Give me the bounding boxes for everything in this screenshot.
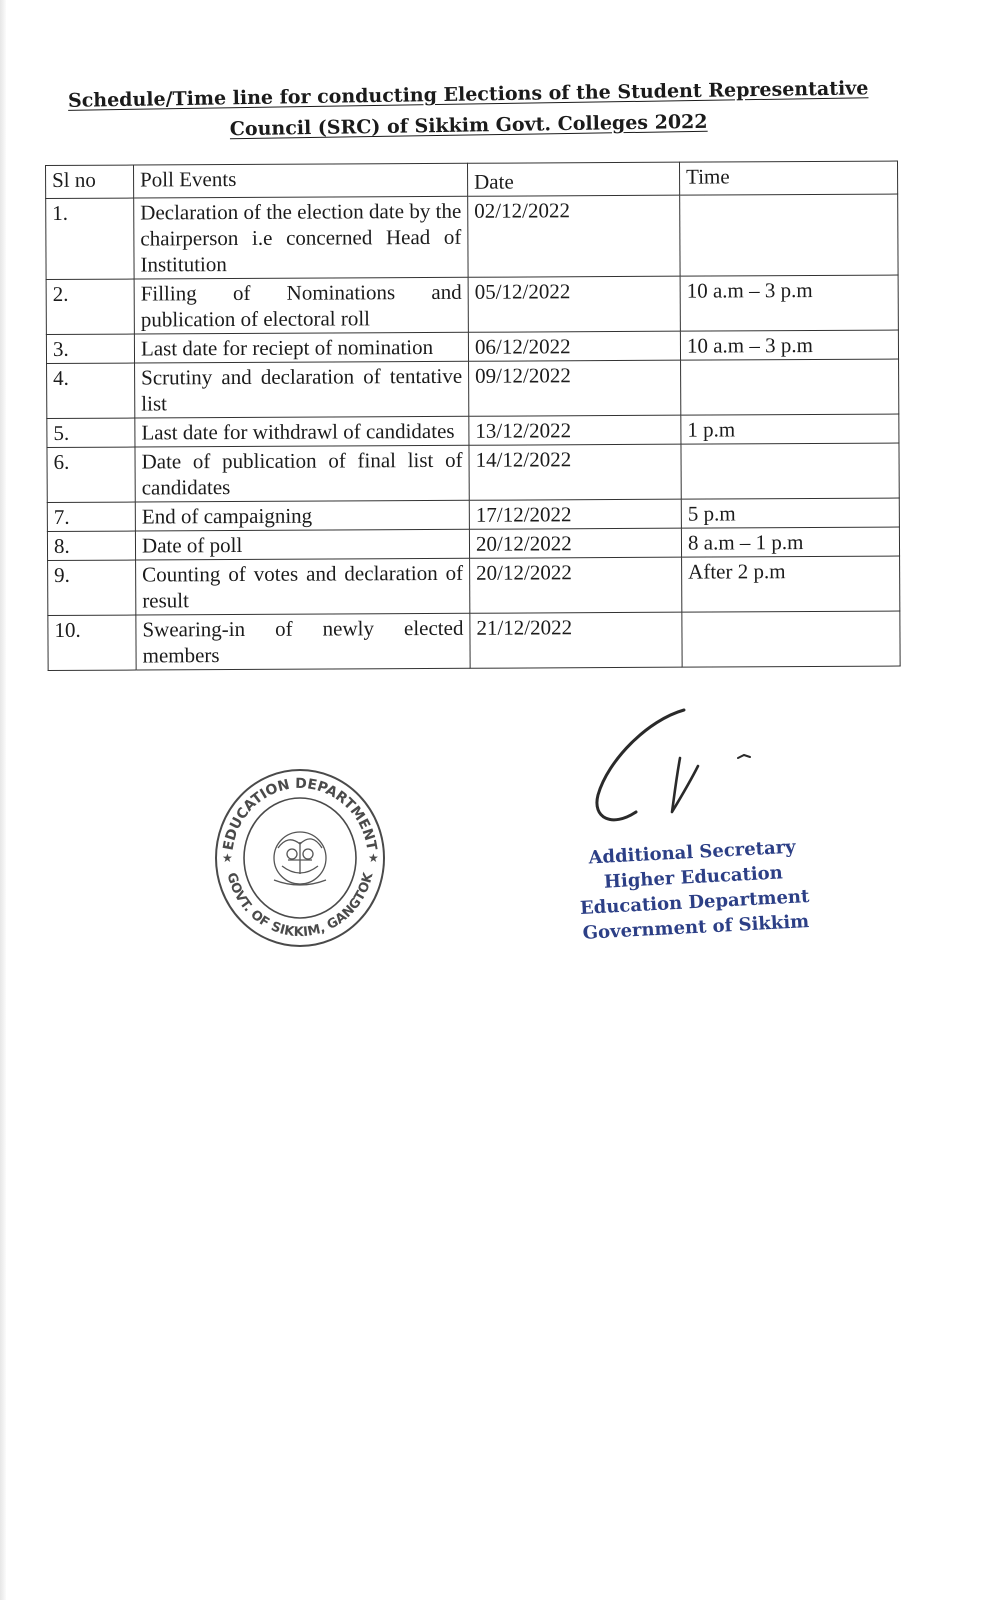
cell-date: 21/12/2022 [470, 612, 682, 668]
cell-sl: 2. [46, 279, 134, 334]
cell-event: Scrutiny and declaration of tentative list [135, 361, 469, 418]
svg-text:EDUCATION DEPARTMENT [221, 776, 380, 852]
header-poll-events: Poll Events [134, 163, 468, 198]
cell-sl: 4. [47, 363, 135, 418]
cell-time [680, 194, 898, 276]
svg-text:GOVT. OF SIKKIM, GANGTOK [224, 870, 377, 940]
table-row [48, 556, 900, 615]
table-row [47, 527, 899, 560]
cell-sl: 8. [47, 531, 135, 560]
cell-sl: 1. [46, 198, 134, 279]
cell-date: 14/12/2022 [469, 444, 681, 500]
cell-time [681, 443, 899, 499]
cell-time: 1 p.m [681, 414, 899, 444]
official-seal-stamp [212, 762, 388, 952]
signatory-government: Government of Sikkim [582, 911, 810, 944]
cell-date: 20/12/2022 [469, 528, 681, 558]
cell-time [682, 611, 900, 667]
header-time: Time [679, 161, 897, 195]
title-line-1: Schedule/Time line for conducting Elections of the Student Representative [67, 77, 869, 112]
cell-event: Counting of votes and declaration of result [136, 558, 470, 615]
header-sl-no: Sl no [46, 165, 134, 198]
table-row [46, 330, 898, 363]
stamp-bottom-text: GOVT. OF SIKKIM, GANGTOK [223, 871, 377, 941]
cell-date: 17/12/2022 [469, 499, 681, 529]
cell-time: After 2 p.m [682, 556, 900, 612]
cell-sl: 9. [48, 560, 136, 615]
table-row [46, 194, 898, 279]
cell-event: Date of poll [135, 529, 469, 560]
signatory-department: Education Department [579, 885, 810, 919]
signature-icon [588, 700, 778, 840]
stamp-top-text: EDUCATION DEPARTMENT [220, 775, 380, 852]
table-row [47, 359, 899, 418]
cell-event: Swearing-in of newly elected members [136, 613, 470, 670]
cell-date: 20/12/2022 [470, 557, 682, 613]
cell-time: 10 a.m – 3 p.m [680, 275, 898, 331]
cell-sl: 10. [48, 615, 136, 670]
cell-date: 06/12/2022 [468, 331, 680, 361]
signatory-designation: Additional Secretary [587, 836, 797, 869]
page-edge-shadow [0, 0, 6, 1600]
cell-sl: 6. [47, 447, 135, 502]
document-title [58, 73, 879, 148]
stamp-star-left-icon: ★ [222, 851, 233, 865]
cell-event: Last date for reciept of nomination [134, 332, 468, 363]
cell-time: 8 a.m – 1 p.m [681, 527, 899, 557]
cell-date: 05/12/2022 [468, 276, 680, 332]
table-row [48, 611, 900, 670]
cell-sl: 5. [47, 418, 135, 447]
cell-sl: 7. [47, 502, 135, 531]
cell-event: Declaration of the election date by the chairperson i.e concerned Head of Institution [134, 196, 468, 279]
schedule-table-container [45, 161, 900, 671]
cell-date: 09/12/2022 [469, 360, 681, 416]
cell-event: Last date for withdrawl of candidates [135, 416, 469, 447]
table-row [46, 275, 898, 334]
cell-sl: 3. [46, 334, 134, 363]
cell-time: 5 p.m [681, 498, 899, 528]
table-header-row [46, 161, 898, 198]
signatory-block [574, 834, 815, 946]
table-row [47, 498, 899, 531]
stamp-star-right-icon: ★ [368, 851, 379, 865]
cell-date: 13/12/2022 [469, 415, 681, 445]
cell-time: 10 a.m – 3 p.m [680, 330, 898, 360]
table-row [47, 414, 899, 447]
cell-date: 02/12/2022 [468, 195, 680, 277]
cell-event: Date of publication of final list of candidates [135, 445, 469, 502]
schedule-table [45, 161, 901, 671]
state-emblem-icon [274, 832, 326, 885]
table-row [47, 443, 899, 502]
header-date: Date [467, 162, 679, 196]
signatory-unit: Higher Education [603, 862, 784, 893]
cell-event: End of campaigning [135, 500, 469, 531]
cell-time [681, 359, 899, 415]
cell-event: Filling of Nominations and publication of electoral roll [134, 277, 468, 334]
title-line-2: Council (SRC) of Sikkim Govt. Colleges 2022 [229, 110, 708, 141]
